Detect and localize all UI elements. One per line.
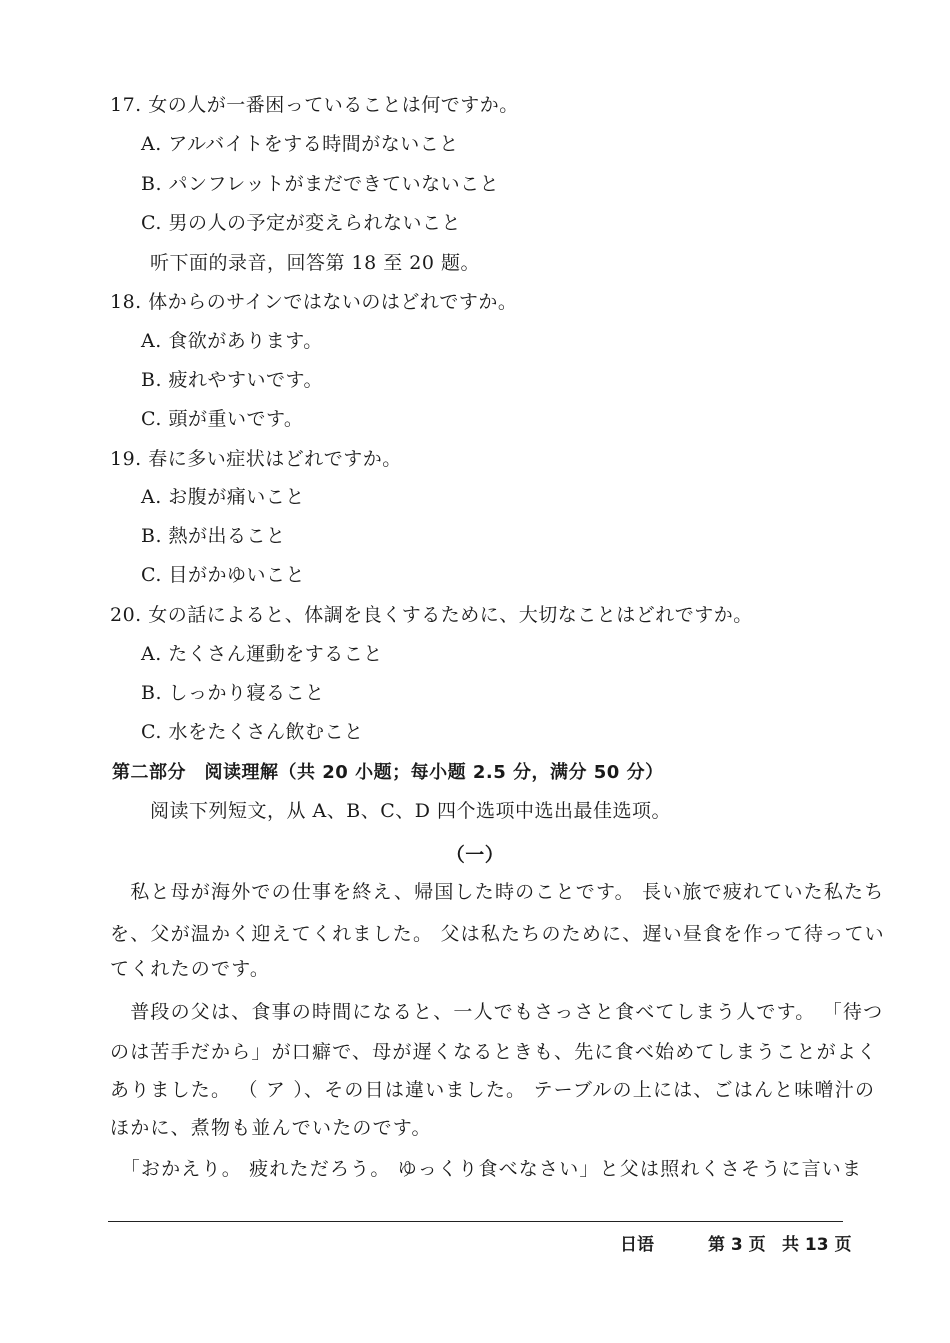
passage-line: 普段の父は、食事の時間になると、一人でもさっさと食べてしまう人です。 「待つ: [110, 1001, 884, 1023]
footer-page-number: 第 3 页: [708, 1235, 766, 1255]
passage-line: 私と母が海外での仕事を終え、帰国した時のことです。 長い旅で疲れていた私たち: [110, 881, 885, 903]
footer-subject: 日语: [620, 1235, 654, 1255]
question-20-option-c: C. 水をたくさん飲むこと: [141, 721, 364, 743]
question-20-option-a: A. たくさん運動をすること: [141, 643, 383, 665]
question-18-stem: 18. 体からのサインではないのはどれですか。: [110, 291, 518, 313]
question-18-option-b: B. 疲れやすいです。: [141, 369, 324, 391]
question-19-option-a: A. お腹が痛いこと: [141, 486, 305, 508]
footer-total-pages: 共 13 页: [782, 1235, 852, 1255]
question-17-option-b: B. パンフレットがまだできていないこと: [141, 173, 500, 195]
passage-line: 「おかえり。 疲れただろう。 ゆっくり食べなさい」と父は照れくさそうに言いま: [110, 1158, 863, 1180]
footer-rule: [108, 1221, 843, 1222]
passage-line: ありました。 （ ア ）、その日は違いました。 テーブルの上には、ごはんと味噌汁の: [110, 1079, 876, 1101]
section-heading: 第二部分 阅读理解（共 20 小题；每小题 2.5 分，满分 50 分）: [112, 762, 664, 783]
listening-instruction: 听下面的录音，回答第 18 至 20 题。: [150, 252, 481, 274]
passage-line: を、父が温かく迎えてくれました。 父は私たちのために、遅い昼食を作って待ってい: [110, 923, 885, 945]
question-19-option-c: C. 目がかゆいこと: [141, 564, 305, 586]
question-20-stem: 20. 女の話によると、体調を良くするために、大切なことはどれですか。: [110, 604, 753, 626]
question-17-option-c: C. 男の人の予定が変えられないこと: [141, 212, 461, 234]
question-18-option-c: C. 頭が重いです。: [141, 408, 304, 430]
section-instruction: 阅读下列短文，从 A、B、C、D 四个选项中选出最佳选项。: [150, 800, 672, 822]
question-18-option-a: A. 食欲があります。: [141, 330, 323, 352]
question-19-option-b: B. 熱が出ること: [141, 525, 286, 547]
question-19-stem: 19. 春に多い症状はどれですか。: [110, 448, 402, 470]
passage-line: てくれたのです。: [110, 958, 271, 980]
passage-number: （一）: [445, 844, 505, 866]
question-17-option-a: A. アルバイトをする時間がないこと: [141, 133, 459, 155]
passage-line: ほかに、煮物も並んでいたのです。: [110, 1117, 432, 1139]
question-17-stem: 17. 女の人が一番困っていることは何ですか。: [110, 94, 519, 116]
question-20-option-b: B. しっかり寝ること: [141, 682, 325, 704]
passage-line: のは苦手だから」が口癖で、母が遅くなるときも、先に食べ始めてしまうことがよく: [110, 1041, 878, 1063]
